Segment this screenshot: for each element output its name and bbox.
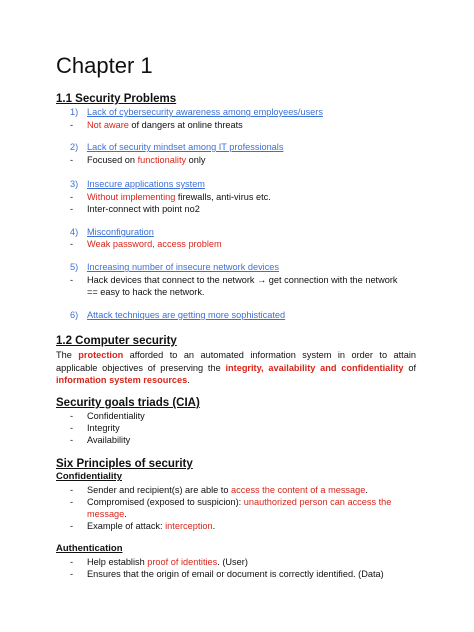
document-page: Chapter 1 1.1 Security Problems 1) Lack of cybersecurity awareness among employees/users - Not aware of dangers at online threats 2) Lack of security mindset among IT professionals - Focused on functionality only 3) Insecure applications system - Without implementing firewalls, anti-virus etc. - Inter-connect with point no2 4) Misconfiguration - Weak password, access problem 5) Increasing number of insecure network devices - Hack devices that connect to the network → get connection with the network == easy to hack the network. 6) Attack techniques are getting more sophisticated 1.2 Computer security The protection afforded to an automated information system in order to attain applicable objectives of preserving the integrity, availability and confidentiality of information system resources. Security goals triads (CIA) - Confidentiality - Integrity - Availability Six Principles of security Confidentiality - Sender and recipient(s) are able to access the content of a message. - Compromised (exposed to suspicion): unauthorized person can access the message. - Example of attack: interception. Authentication - Help establish proof of identities. (User) - Ensures that the origin of email or document is correctly identified. (Data) [56, 53, 416, 579]
section-heading-six-principles: Six Principles of security [56, 458, 193, 470]
section-heading-cia: Security goals triads (CIA) [56, 397, 200, 409]
section-heading-security-problems: 1.1 Security Problems [56, 93, 177, 105]
subheading-authentication: Authentication [56, 543, 123, 554]
section-heading-computer-security: 1.2 Computer security [56, 335, 177, 347]
list-item-link[interactable]: Lack of security mindset among IT professionals [87, 142, 284, 152]
definition-paragraph: The protection afforded to an automated information system in order to attain applicable objectives of preserving the integrity, availability and confidentiality of information system resources. [56, 350, 416, 385]
subheading-confidentiality: Confidentiality [56, 471, 122, 482]
chapter-title: Chapter 1 [56, 53, 153, 78]
list-item-link[interactable]: Increasing number of insecure network devices [87, 262, 280, 272]
list-item-link[interactable]: Attack techniques are getting more sophisticated [87, 310, 286, 320]
bullet-continuation: == easy to hack the network. [87, 287, 205, 297]
list-item-link[interactable]: Insecure applications system [87, 179, 205, 189]
bullet-continuation: message. [87, 509, 127, 519]
list-item-link[interactable]: Lack of cybersecurity awareness among employees/users [87, 107, 323, 117]
list-item-link[interactable]: Misconfiguration [87, 227, 154, 237]
